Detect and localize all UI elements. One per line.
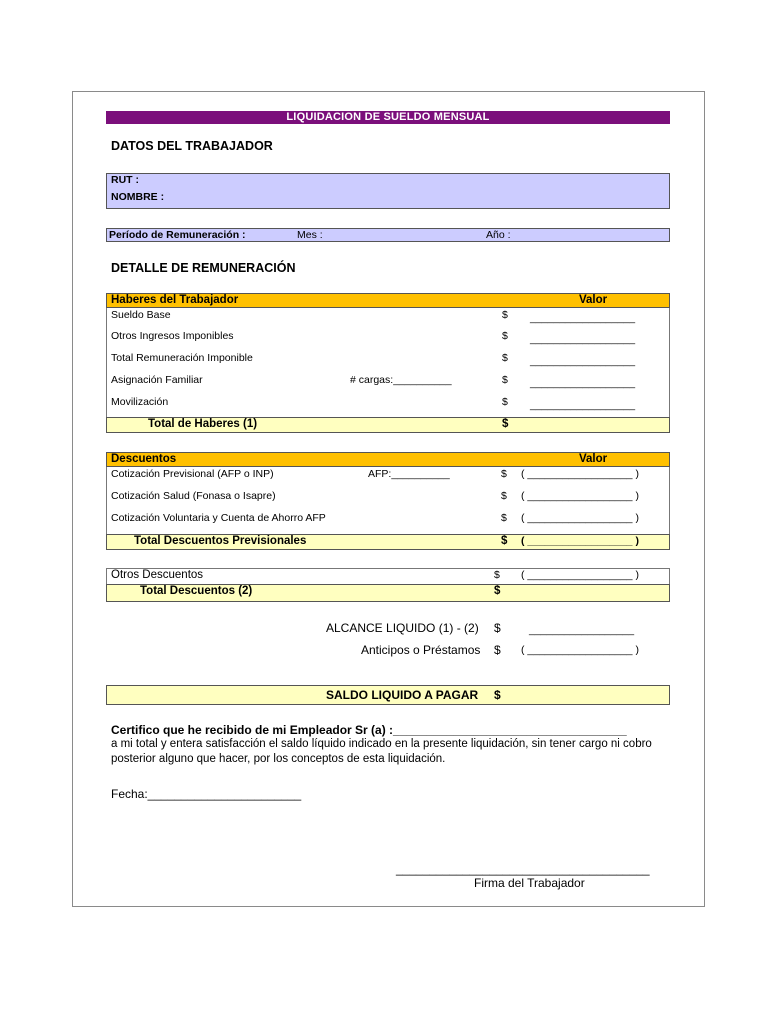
descuentos-total-blank: ( __________________ ) [521, 535, 639, 547]
descuentos-row-label: Cotización Voluntaria y Cuenta de Ahorro AFP [111, 512, 326, 524]
haberes-row-currency: $ [502, 352, 508, 364]
haberes-valor-label: Valor [579, 294, 608, 306]
alcance-label: ALCANCE LIQUIDO (1) - (2) [326, 621, 479, 635]
anio-label: Año : [486, 229, 511, 241]
signature-label: Firma del Trabajador [474, 876, 585, 890]
otros-blank: ( __________________ ) [521, 569, 639, 581]
saldo-currency: $ [494, 688, 501, 702]
afp-field: AFP:__________ [368, 468, 450, 480]
mes-label: Mes : [297, 229, 323, 241]
haberes-row-label: Sueldo Base [111, 309, 171, 321]
certifico-line: Certifico que he recibido de mi Empleador Sr (a) :___________________________________ [111, 723, 627, 737]
datos-heading: DATOS DEL TRABAJADOR [111, 139, 273, 153]
haberes-row-currency: $ [502, 396, 508, 408]
descuentos-row-blank: ( __________________ ) [521, 468, 639, 480]
anticipos-blank: ( __________________ ) [521, 644, 639, 656]
otros-total-currency: $ [494, 585, 501, 597]
haberes-row-blank: __________________ [530, 333, 636, 345]
periodo-label: Período de Remuneración : [109, 229, 246, 241]
haberes-row-blank: __________________ [530, 355, 636, 367]
haberes-row-blank: __________________ [530, 399, 636, 411]
haberes-row-currency: $ [502, 374, 508, 386]
haberes-row-blank: __________________ [530, 377, 636, 389]
descuentos-header-label: Descuentos [111, 453, 177, 465]
otros-label: Otros Descuentos [111, 569, 204, 581]
descuentos-row-currency: $ [501, 468, 507, 480]
haberes-row-label: Otros Ingresos Imponibles [111, 330, 234, 342]
haberes-row-currency: $ [502, 330, 508, 342]
fecha-field: Fecha:_______________________ [111, 787, 302, 801]
haberes-row-currency: $ [502, 309, 508, 321]
otros-currency: $ [494, 569, 500, 581]
haberes-row-label: Movilización [111, 396, 169, 408]
descuentos-row-label: Cotización Previsional (AFP o INP) [111, 468, 274, 480]
descuentos-total-currency: $ [501, 535, 508, 547]
certifico-text-2: posterior alguno que hacer, por los conceptos de esta liquidación. [111, 753, 446, 765]
alcance-currency: $ [494, 621, 501, 635]
anticipos-label: Anticipos o Préstamos [361, 643, 481, 657]
descuentos-row-currency: $ [501, 490, 507, 502]
detalle-heading: DETALLE DE REMUNERACIÓN [111, 261, 296, 275]
signature-line: ______________________________________ [396, 862, 650, 876]
haberes-total-label: Total de Haberes (1) [148, 418, 258, 430]
otros-total-label: Total Descuentos (2) [140, 585, 253, 597]
descuentos-row-blank: ( __________________ ) [521, 512, 639, 524]
descuentos-row-label: Cotización Salud (Fonasa o Isapre) [111, 490, 276, 502]
haberes-row-blank: __________________ [530, 312, 636, 324]
certifico-text: a mi total y entera satisfacción el saldo líquido indicado en la presente liquidación, sin tener cargo ni cobro [111, 738, 652, 750]
descuentos-valor-label: Valor [579, 453, 608, 465]
descuentos-row-blank: ( __________________ ) [521, 490, 639, 502]
haberes-total-currency: $ [502, 418, 509, 430]
descuentos-total-label: Total Descuentos Previsionales [134, 535, 307, 547]
document-title: LIQUIDACION DE SUELDO MENSUAL [106, 111, 670, 124]
haberes-row-label: Asignación Familiar [111, 374, 203, 386]
alcance-blank: __________________ [529, 624, 635, 636]
rut-label: RUT : [111, 174, 139, 186]
haberes-row-label: Total Remuneración Imponible [111, 352, 253, 364]
haberes-header-label: Haberes del Trabajador [111, 294, 239, 306]
cargas-field: # cargas:__________ [350, 374, 452, 386]
worker-data-box [106, 173, 670, 209]
saldo-label: SALDO LIQUIDO A PAGAR [326, 688, 479, 702]
anticipos-currency: $ [494, 643, 501, 657]
nombre-label: NOMBRE : [111, 191, 165, 203]
descuentos-row-currency: $ [501, 512, 507, 524]
